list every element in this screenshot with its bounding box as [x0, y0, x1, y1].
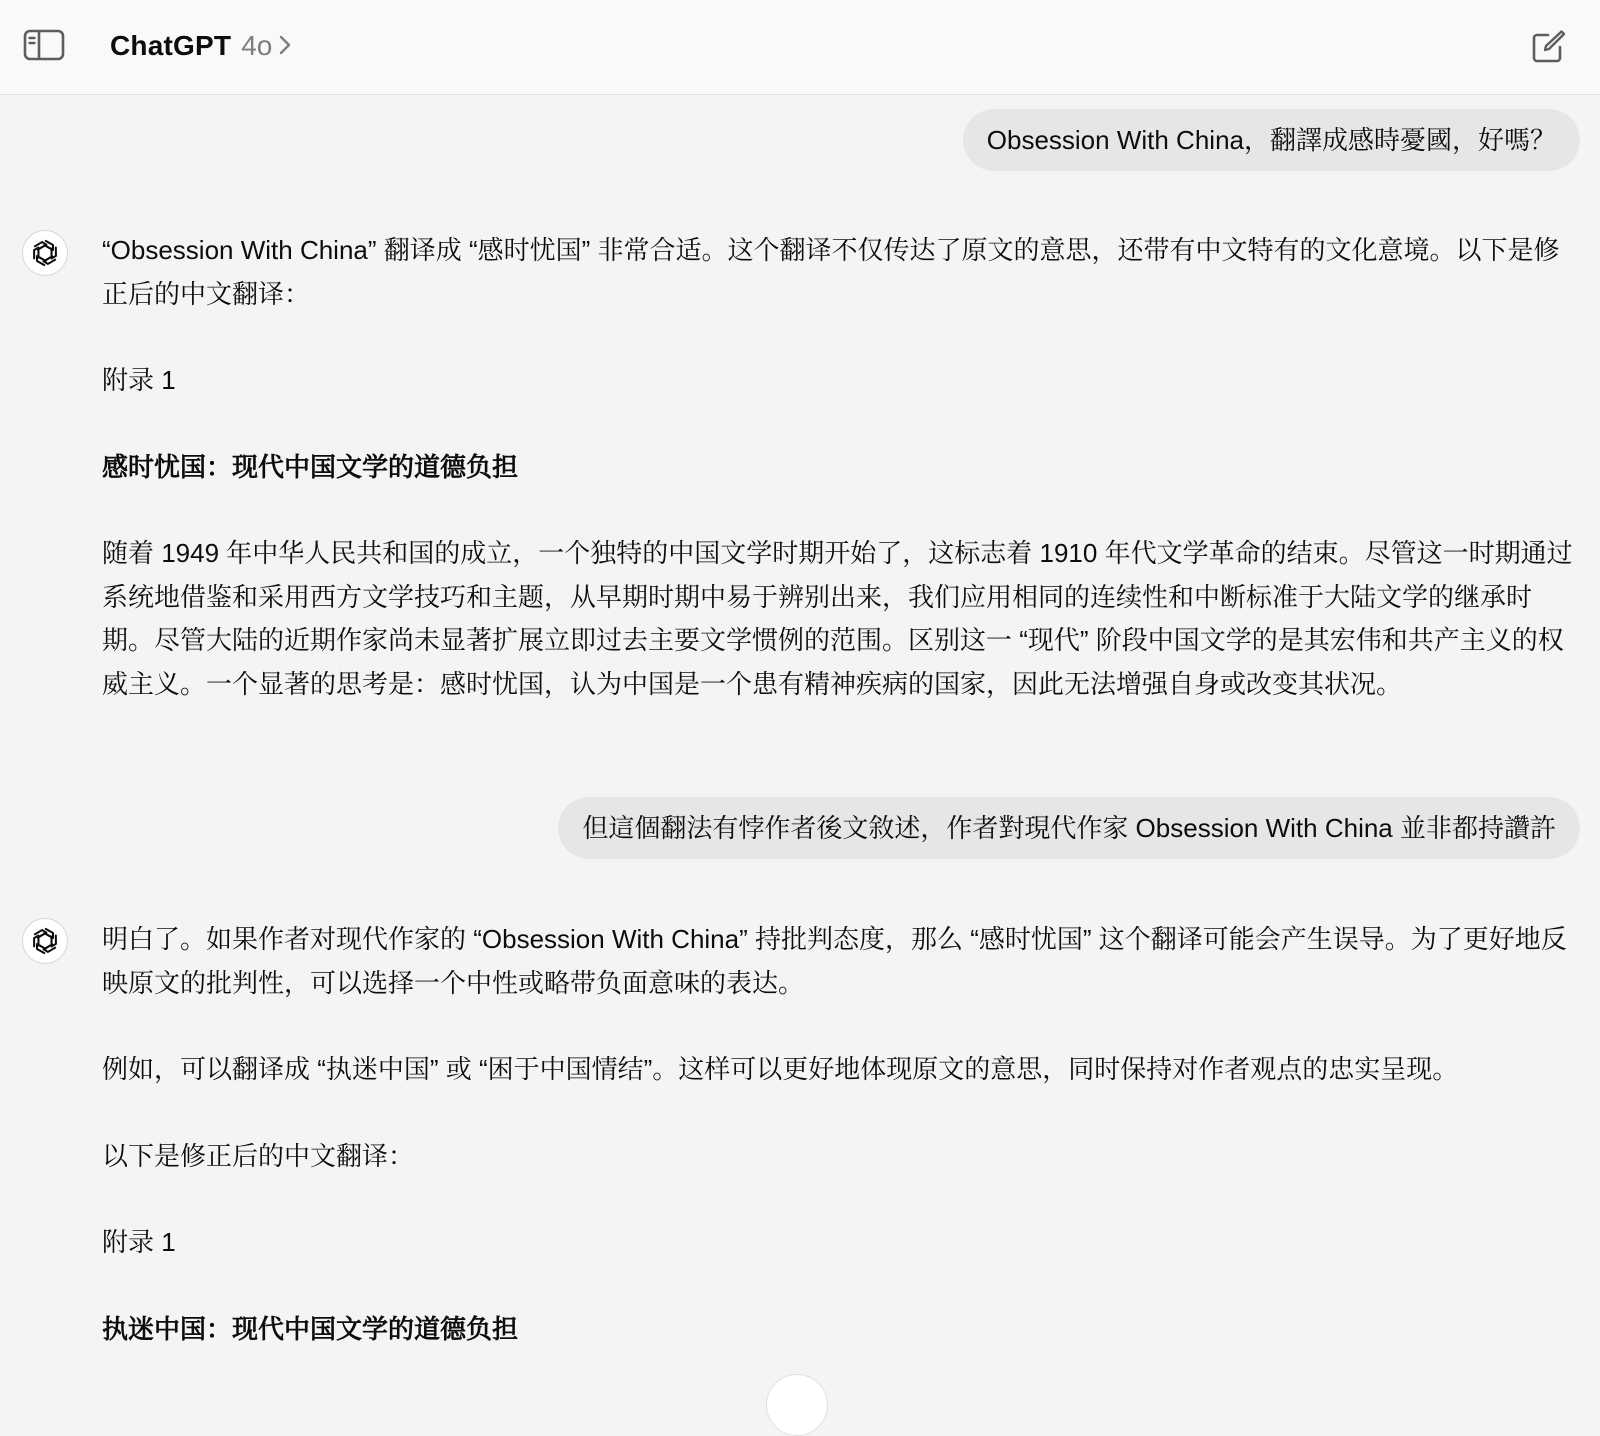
- message-paragraph: 随着 1949 年中华人民共和国的成立，一个独特的中国文学时期开始了，这标志着 1910 年代文学革命的结束。尽管这一时期通过系统地借鉴和采用西方文学技巧和主题，从早期时期中易于辨别出来，我们应用相同的连续性和中断标准于大陆文学的继承时期。尽管大陆的近期作家尚未显著扩展立即过去主要文学惯例的范围。区别这一 “现代” 阶段中国文学的是其宏伟和共产主义的权威主义。一个显著的思考是：感时忧国，认为中国是一个患有精神疾病的国家，因此无法增强自身或改变其状况。: [102, 538, 1573, 699]
- top-bar: [0, 0, 1600, 95]
- user-message-text: 但這個翻法有悖作者後文敘述，作者對現代作家 Obsession With China 並非都持讚許: [582, 813, 1556, 843]
- compose-icon[interactable]: [1530, 27, 1568, 65]
- message-paragraph: 附录 1: [102, 365, 176, 395]
- scroll-down-button[interactable]: [766, 1374, 828, 1436]
- assistant-message: [102, 229, 1580, 706]
- app-title: ChatGPT: [110, 30, 232, 61]
- openai-logo-icon: [22, 230, 68, 276]
- assistant-message: [102, 918, 1580, 1351]
- model-selector[interactable]: [110, 26, 292, 66]
- message-paragraph: 以下是修正后的中文翻译：: [102, 1140, 415, 1171]
- message-paragraph: 例如，可以翻译成 “执迷中国” 或 “困于中国情结”。这样可以更好地体现原文的意思，同时保持对作者观点的忠实呈现。: [102, 1054, 1459, 1084]
- user-message: [963, 109, 1580, 171]
- model-name: 4o: [241, 30, 273, 61]
- user-message-text: Obsession With China，翻譯成感時憂國，好嗎？: [986, 125, 1556, 155]
- message-paragraph: 明白了。如果作者对现代作家的 “Obsession With China” 持批判态度，那么 “感时忧国” 这个翻译可能会产生误导。为了更好地反映原文的批判性，可以选择一个中性或略带负面意味的表达。: [102, 924, 1567, 998]
- sidebar-icon[interactable]: [22, 27, 66, 63]
- message-heading: 执迷中国：现代中国文学的道德负担: [102, 1313, 519, 1344]
- openai-logo-icon: [22, 918, 68, 964]
- message-paragraph: 附录 1: [102, 1227, 176, 1257]
- chevron-right-icon: [278, 34, 292, 61]
- message-paragraph: “Obsession With China” 翻译成 “感时忧国” 非常合适。这个翻译不仅传达了原文的意思，还带有中文特有的文化意境。以下是修正后的中文翻译：: [102, 235, 1560, 309]
- user-message: [558, 797, 1580, 859]
- message-heading: 感时忧国：现代中国文学的道德负担: [102, 451, 519, 482]
